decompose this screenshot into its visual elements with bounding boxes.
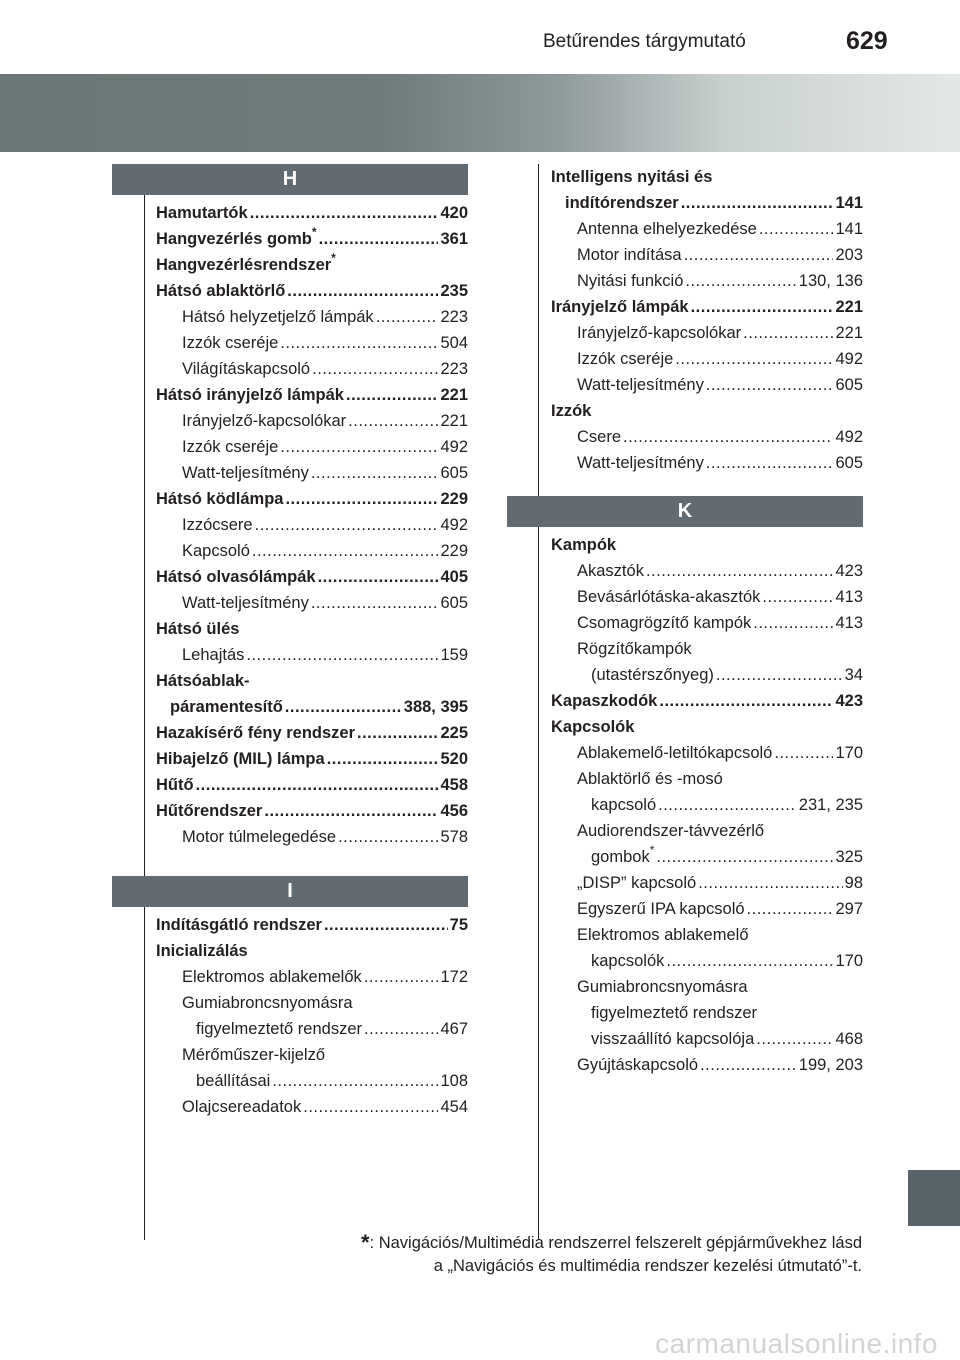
index-entry: Intelligens nyitási és	[551, 168, 713, 186]
index-entry: Hátsó ülés	[156, 620, 240, 638]
index-subentry: Antenna elhelyezkedése ..... 141	[507, 216, 863, 242]
chapter-thumb-tab	[908, 1170, 960, 1226]
index-entry: Hűtő ..... 458	[112, 772, 468, 798]
index-subentry: Mérőműszer-kijelző	[182, 1046, 326, 1064]
index-subentry: Watt-teljesítmény ..... 605	[507, 372, 863, 398]
index-entry: Hamutartók ..... 420	[112, 200, 468, 226]
index-subentry: Ablaktörlő és -mosó	[577, 770, 723, 788]
index-column-left	[112, 164, 468, 1120]
asterisk-mark: *	[649, 842, 655, 857]
index-subentry: Ablakemelő-letiltókapcsoló ..... 170	[507, 740, 863, 766]
page-header	[0, 0, 960, 64]
asterisk-mark: *	[360, 1230, 370, 1255]
section-letter-i: I	[112, 876, 468, 907]
index-entry: Hátsóablak-	[156, 672, 250, 690]
section-i-entries	[112, 907, 468, 1120]
index-subentry: visszaállító kapcsolója ..... 468	[507, 1026, 863, 1052]
index-subentry: Izzócsere ..... 492	[112, 512, 468, 538]
index-subentry: figyelmeztető rendszer ..... 467	[112, 1016, 468, 1042]
index-subentry: Motor túlmelegedése ..... 578	[112, 824, 468, 850]
index-subentry: Izzók cseréje ..... 504	[112, 330, 468, 356]
index-subentry: Lehajtás ..... 159	[112, 642, 468, 668]
index-entry: Inicializálás	[156, 942, 248, 960]
index-entry: Hátsó irányjelző lámpák ..... 221	[112, 382, 468, 408]
index-subentry: Gumiabroncsnyomásra	[182, 994, 353, 1012]
index-subentry: Csomagrögzítő kampók ..... 413	[507, 610, 863, 636]
watermark	[0, 1326, 960, 1360]
index-entry: Hangvezérlés gomb* ..... 361	[112, 226, 468, 252]
index-subentry: Irányjelző-kapcsolókar ..... 221	[507, 320, 863, 346]
index-subentry: Watt-teljesítmény ..... 605	[507, 450, 863, 476]
index-entry: Irányjelző lámpák ..... 221	[507, 294, 863, 320]
index-subentry: Elektromos ablakemelő	[577, 926, 749, 944]
index-subentry: „DISP” kapcsoló ..... 98	[507, 870, 863, 896]
index-entry: Kapcsolók	[551, 718, 635, 736]
index-entry: Kapaszkodók ..... 423	[507, 688, 863, 714]
index-subentry: Rögzítőkampók	[577, 640, 692, 658]
index-subentry: Csere ..... 492	[507, 424, 863, 450]
index-entry: Hazakísérő fény rendszer ..... 225	[112, 720, 468, 746]
index-subentry: figyelmeztető rendszer	[591, 1004, 757, 1022]
index-entry: Hátsó ablaktörlő ..... 235	[112, 278, 468, 304]
index-subentry: Gyújtáskapcsoló ..... 199, 203	[507, 1052, 863, 1078]
section-letter-k: K	[507, 496, 863, 527]
index-subentry: Audiorendszer-távvezérlő	[577, 822, 765, 840]
index-entry: Kampók	[551, 536, 617, 554]
index-subentry: Egyszerű IPA kapcsoló ..... 297	[507, 896, 863, 922]
index-column-right	[507, 164, 863, 1078]
index-subentry: Watt-teljesítmény ..... 605	[112, 590, 468, 616]
index-subentry: gombok* ..... 325	[507, 844, 863, 870]
section-h-entries	[112, 195, 468, 850]
footnote-line-1: *: Navigációs/Multimédia rendszerrel felszerelt gépjárművekhez lásd	[360, 1230, 862, 1255]
index-subentry: Motor indítása ..... 203	[507, 242, 863, 268]
watermark-text: carmanualsonline.info	[655, 1328, 938, 1359]
index-subentry: Kapcsoló ..... 229	[112, 538, 468, 564]
index-subentry: (utastérszőnyeg) ..... 34	[507, 662, 863, 688]
index-subentry: kapcsoló ..... 231, 235	[507, 792, 863, 818]
index-subentry: Izzók cseréje ..... 492	[507, 346, 863, 372]
index-subentry: Nyitási funkció ..... 130, 136	[507, 268, 863, 294]
asterisk-mark: *	[331, 250, 336, 265]
index-subentry: Irányjelző-kapcsolókar ..... 221	[112, 408, 468, 434]
index-subentry: kapcsolók ..... 170	[507, 948, 863, 974]
page-title: Betűrendes tárgymutató	[543, 31, 746, 52]
index-entry: Hátsó olvasólámpák ..... 405	[112, 564, 468, 590]
index-subentry: Izzók cseréje ..... 492	[112, 434, 468, 460]
index-entry: Izzók	[551, 402, 592, 420]
index-subentry: Watt-teljesítmény ..... 605	[112, 460, 468, 486]
index-entry: Indításgátló rendszer ..... 75	[112, 912, 468, 938]
index-entry: indítórendszer ..... 141	[507, 190, 863, 216]
section-k-entries	[507, 527, 863, 1078]
index-subentry: Akasztók ..... 423	[507, 558, 863, 584]
index-subentry: Bevásárlótáska-akasztók ..... 413	[507, 584, 863, 610]
index-entry: Hangvezérlésrendszer*	[156, 250, 336, 274]
asterisk-mark: *	[311, 224, 317, 239]
index-subentry: Gumiabroncsnyomásra	[577, 978, 748, 996]
index-entry: Hátsó ködlámpa ..... 229	[112, 486, 468, 512]
index-entry: Hibajelző (MIL) lámpa ..... 520	[112, 746, 468, 772]
footnote	[250, 1232, 862, 1278]
index-subentry: Világításkapcsoló ..... 223	[112, 356, 468, 382]
index-subentry: Olajcsereadatok ..... 454	[112, 1094, 468, 1120]
index-subentry: Hátsó helyzetjelző lámpák ..... 223	[112, 304, 468, 330]
index-subentry: beállításai ..... 108	[112, 1068, 468, 1094]
index-subentry: Elektromos ablakemelők ..... 172	[112, 964, 468, 990]
section-letter-h: H	[112, 164, 468, 195]
section-i-continued	[507, 164, 863, 476]
footnote-line-2: a „Navigációs és multimédia rendszer kezelési útmutató”-t.	[433, 1257, 862, 1275]
index-entry: Hűtőrendszer ..... 456	[112, 798, 468, 824]
index-entry: páramentesítő ..... 388, 395	[112, 694, 468, 720]
header-banner	[0, 74, 960, 152]
page-number: 629	[846, 27, 888, 55]
